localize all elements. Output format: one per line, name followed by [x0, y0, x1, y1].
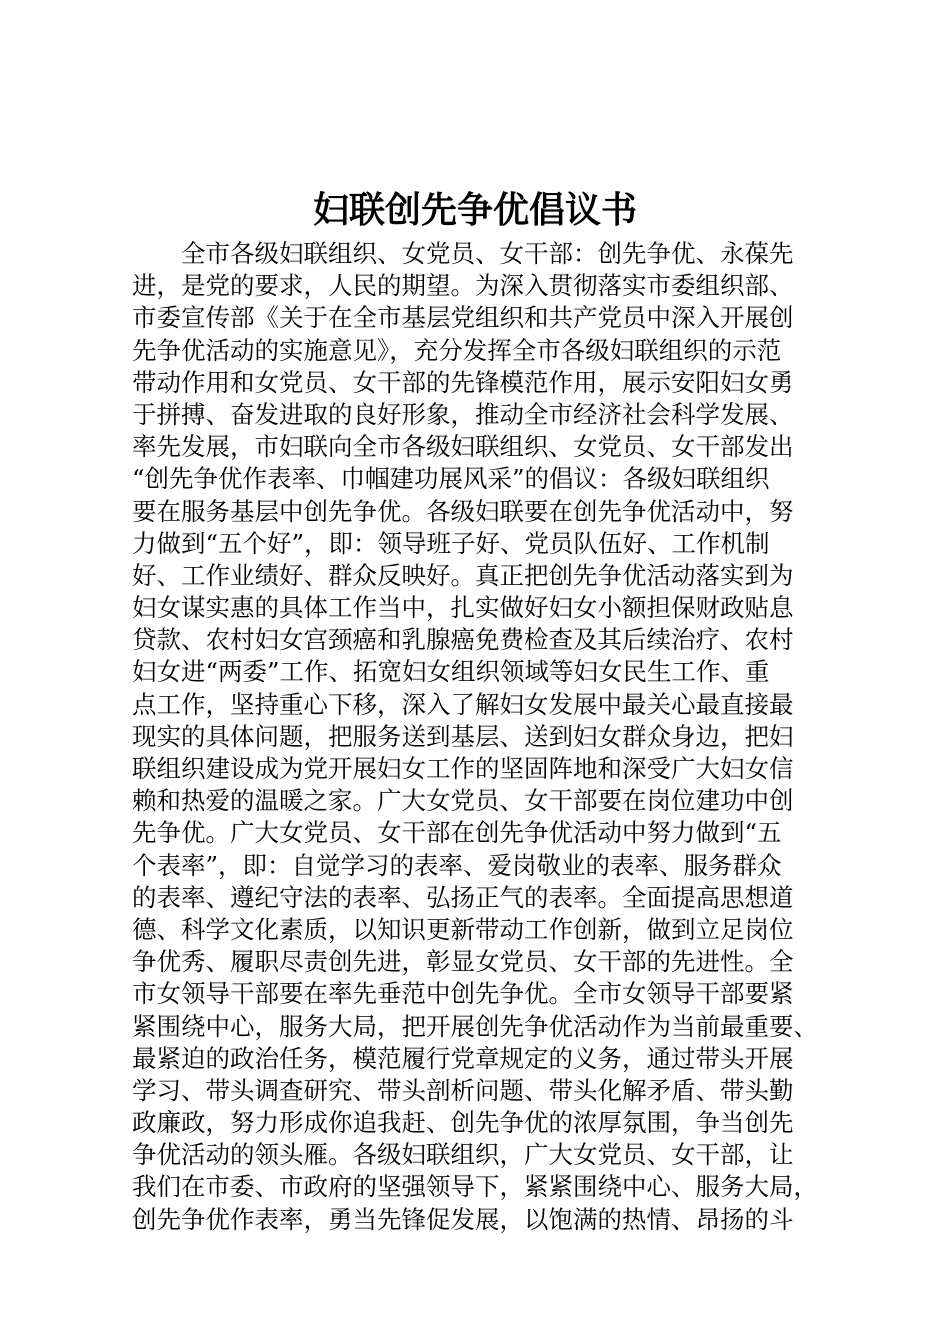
body-line: 要在服务基层中创先争优。各级妇联要在创先争优活动中，努	[132, 496, 794, 526]
body-line: 争优活动的领头雁。各级妇联组织，广大女党员、女干部，让	[132, 1140, 794, 1170]
body-line: 市女领导干部要在率先垂范中创先争优。全市女领导干部要紧	[132, 979, 794, 1009]
body-line: 最紧迫的政治任务，模范履行党章规定的义务，通过带头开展	[132, 1043, 794, 1073]
body-line: 妇女进“两委”工作、拓宽妇女组织领域等妇女民生工作、重	[132, 657, 770, 687]
body-line: 贷款、农村妇女宫颈癌和乳腺癌免费检查及其后续治疗、农村	[132, 625, 794, 655]
body-line: 力做到“五个好”，即：领导班子好、党员队伍好、工作机制	[132, 528, 770, 558]
body-line: 率先发展，市妇联向全市各级妇联组织、女党员、女干部发出	[132, 432, 794, 462]
body-line: “创先争优作表率、巾帼建功展风采”的倡议：各级妇联组织	[132, 464, 770, 494]
body-line: 紧围绕中心，服务大局，把开展创先争优活动作为当前最重要、	[132, 1011, 818, 1041]
body-line: 先争优活动的实施意见》，充分发挥全市各级妇联组织的示范	[132, 335, 782, 365]
body-line: 带动作用和女党员、女干部的先锋模范作用，展示安阳妇女勇	[132, 367, 794, 397]
document-body	[132, 238, 852, 1236]
body-line: 于拼搏、奋发进取的良好形象，推动全市经济社会科学发展、	[132, 399, 794, 429]
body-line: 妇女谋实惠的具体工作当中，扎实做好妇女小额担保财政贴息	[132, 593, 794, 623]
body-line: 点工作，坚持重心下移，深入了解妇女发展中最关心最直接最	[132, 689, 794, 719]
body-line: 赖和热爱的温暖之家。广大女党员、女干部要在岗位建功中创	[132, 786, 794, 816]
body-line: 的表率、遵纪守法的表率、弘扬正气的表率。全面提高思想道	[132, 882, 794, 912]
body-line: 市委宣传部《关于在全市基层党组织和共产党员中深入开展创	[132, 303, 794, 333]
body-line: 全市各级妇联组织、女党员、女干部：创先争优、永葆先	[132, 239, 794, 268]
body-line: 我们在市委、市政府的坚强领导下，紧紧围绕中心、服务大局，	[132, 1172, 818, 1202]
body-line: 争优秀、履职尽责创先进，彰显女党员、女干部的先进性。全	[132, 947, 794, 977]
body-line: 学习、带头调查研究、带头剖析问题、带头化解矛盾、带头勤	[132, 1075, 794, 1105]
body-line: 进，是党的要求，人民的期望。为深入贯彻落实市委组织部、	[132, 271, 794, 301]
body-line: 个表率”，即：自觉学习的表率、爱岗敬业的表率、服务群众	[132, 850, 782, 880]
body-line: 好、工作业绩好、群众反映好。真正把创先争优活动落实到为	[132, 560, 794, 590]
document-title: 妇联创先争优倡议书	[312, 189, 637, 231]
body-line: 创先争优作表率，勇当先锋促发展，以饱满的热情、昂扬的斗	[132, 1204, 794, 1234]
body-line: 现实的具体问题，把服务送到基层、送到妇女群众身边，把妇	[132, 721, 794, 751]
body-line: 政廉政，努力形成你追我赶、创先争优的浓厚氛围，争当创先	[132, 1108, 794, 1138]
body-line: 联组织建设成为党开展妇女工作的坚固阵地和深受广大妇女信	[132, 754, 794, 783]
body-line: 德、科学文化素质，以知识更新带动工作创新，做到立足岗位	[132, 914, 794, 944]
body-line: 先争优。广大女党员、女干部在创先争优活动中努力做到“五	[132, 818, 782, 848]
